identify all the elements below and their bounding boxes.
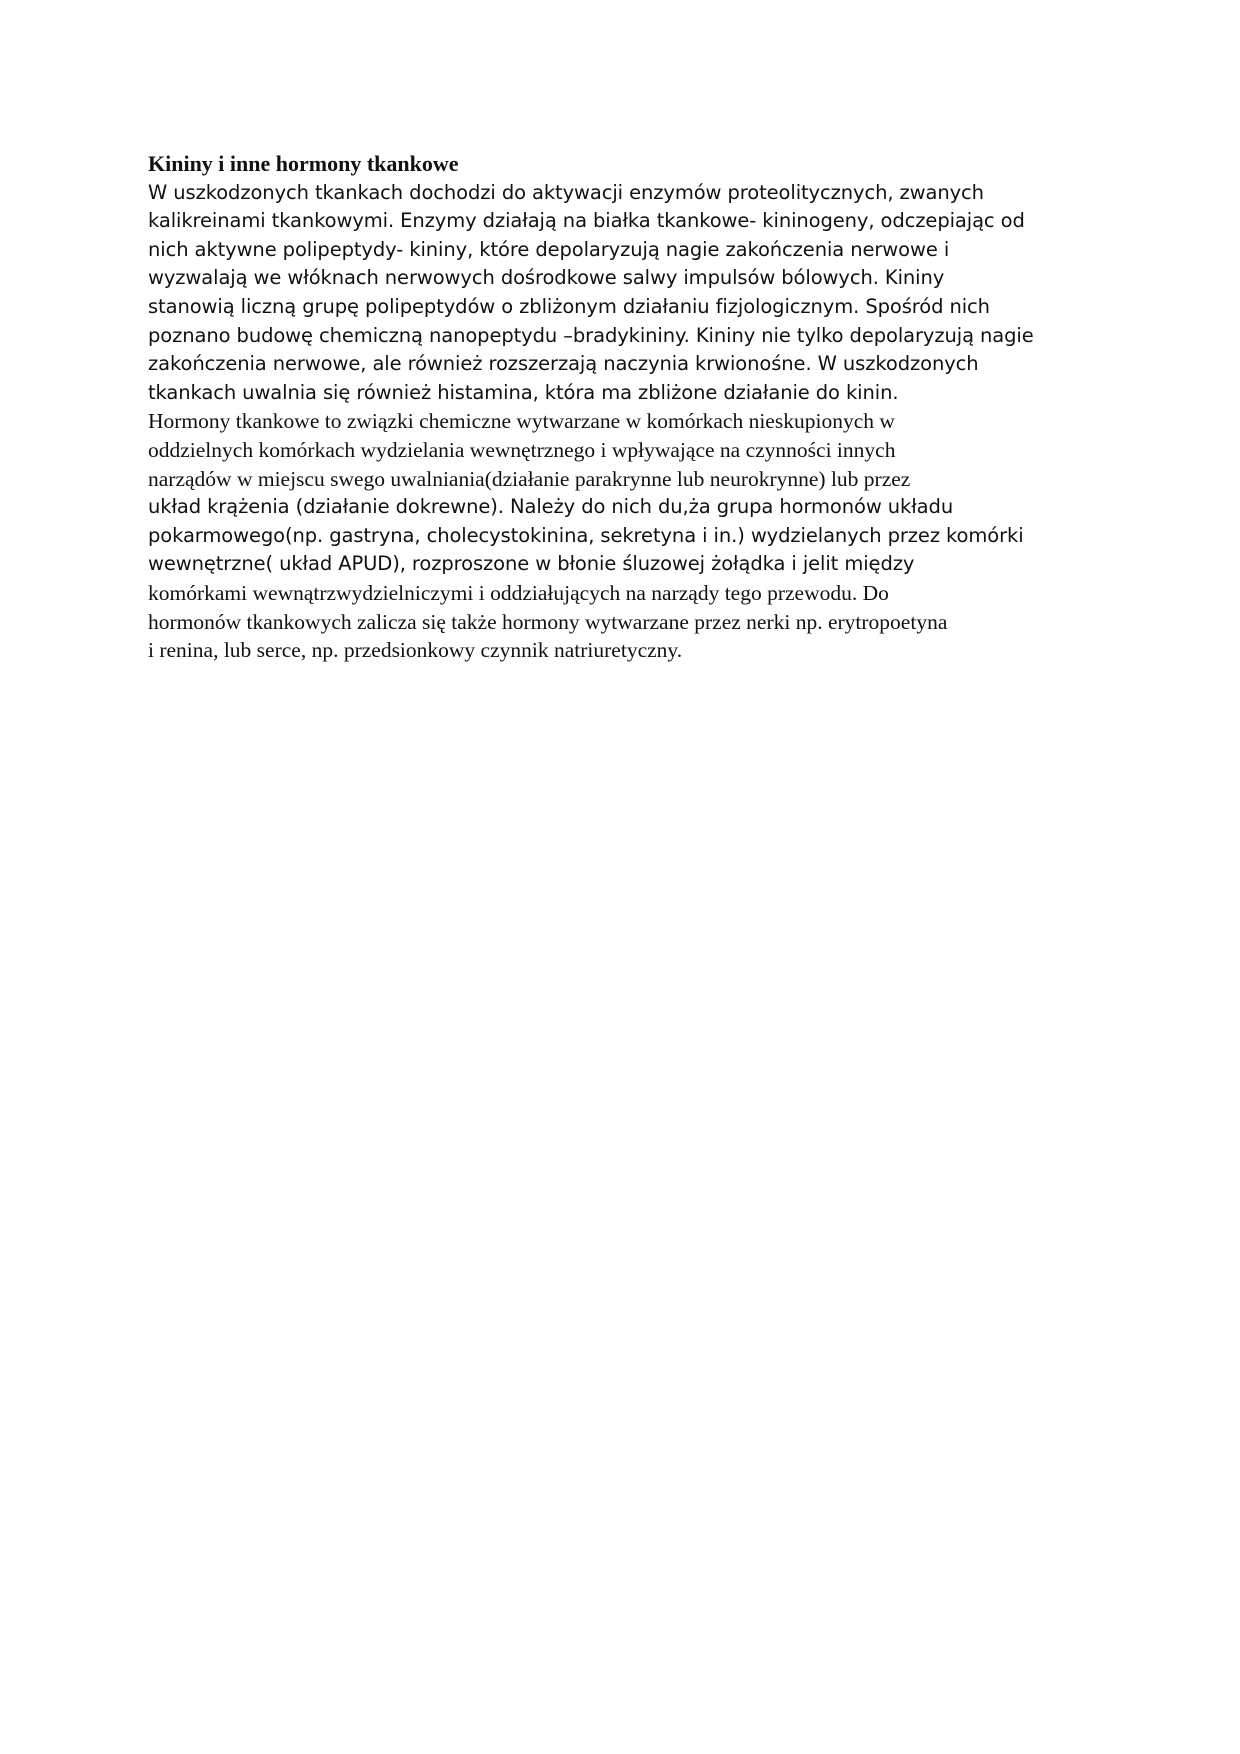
text-line: wyzwalają we włóknach nerwowych dośrodkowe salwy impulsów bólowych. Kininy [148, 266, 945, 290]
text-line: wewnętrzne( układ APUD), rozproszone w błonie śluzowej żołądka i jelit między [148, 552, 915, 576]
text-line: pokarmowego(np. gastryna, cholecystokinina, sekretyna i in.) wydzielanych przez komórki [148, 523, 1024, 547]
text-line: układ krążenia (działanie dokrewne). Należy do nich du,ża grupa hormonów układu [148, 495, 954, 519]
text-line: narządów w miejscu swego uwalniania(działanie parakrynne lub neurokrynne) lub przez [148, 466, 911, 491]
text-line: W uszkodzonych tkankach dochodzi do aktywacji enzymów proteolitycznych, zwanych [148, 180, 984, 204]
text-line: hormonów tkankowych zalicza się także hormony wytwarzane przez nerki np. erytropoetyna [148, 609, 948, 634]
text-line: i renina, lub serce, np. przedsionkowy czynnik natriuretyczny. [148, 638, 683, 663]
document-title: Kininy i inne hormony tkankowe [148, 151, 459, 176]
text-line: Hormony tkankowe to związki chemiczne wytwarzane w komórkach nieskupionych w [148, 409, 895, 434]
text-line: tkankach uwalnia się również histamina, która ma zbliżone działanie do kinin. [148, 380, 899, 404]
text-line: kalikreinami tkankowymi. Enzymy działają na białka tkankowe- kininogeny, odczepiając od [148, 209, 1025, 233]
text-line: zakończenia nerwowe, ale również rozszerzają naczynia krwionośne. W uszkodzonych [148, 352, 979, 376]
text-line: poznano budowę chemiczną nanopeptydu –bradykininy. Kininy nie tylko depolaryzują nagie [148, 323, 1034, 347]
text-line: oddzielnych komórkach wydzielania wewnętrznego i wpływające na czynności innych [148, 437, 896, 462]
document-body [148, 150, 1088, 665]
text-line: komórkami wewnątrzwydzielniczymi i oddziałujących na narządy tego przewodu. Do [148, 580, 889, 605]
paragraph-lines [148, 179, 1088, 665]
text-line: nich aktywne polipeptydy- kininy, które depolaryzują nagie zakończenia nerwowe i [148, 237, 950, 261]
text-line: stanowią liczną grupę polipeptydów o zbliżonym działaniu fizjologicznym. Spośród nich [148, 294, 990, 318]
